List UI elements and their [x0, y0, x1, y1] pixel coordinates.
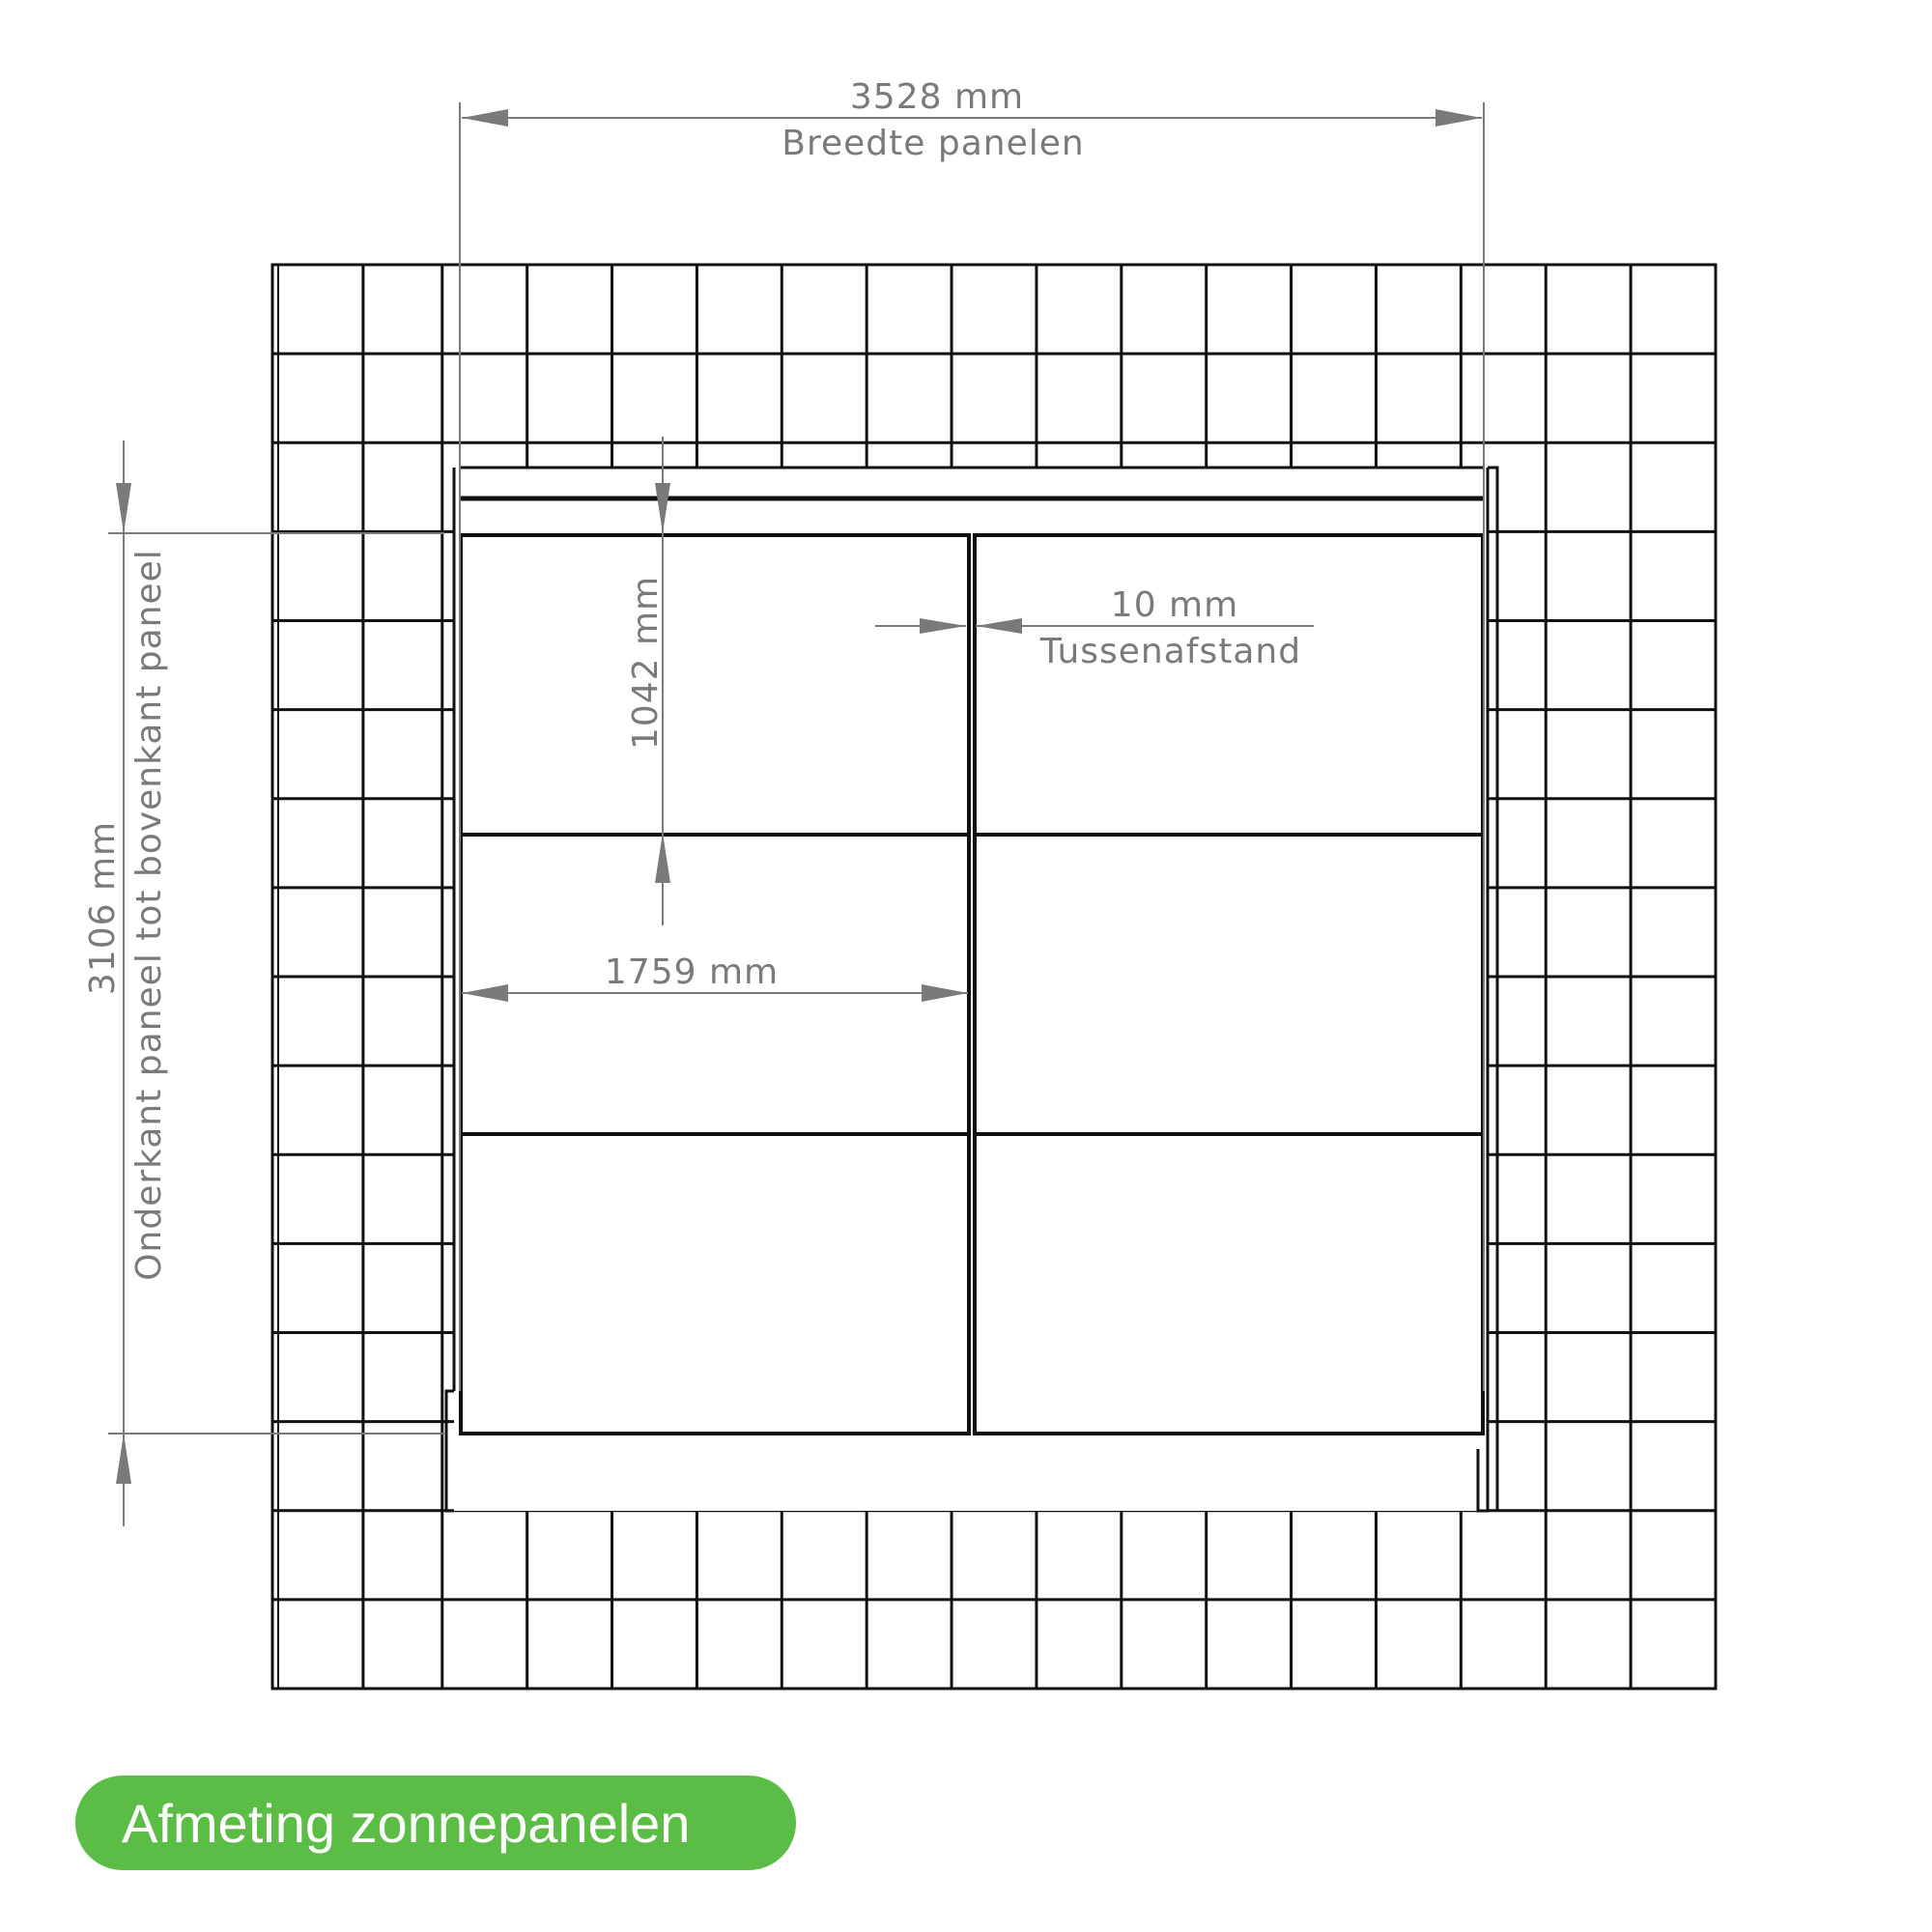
total-height-label: Onderkant paneel tot bovenkant paneel	[129, 549, 169, 1281]
total-width-value: 3528 mm	[849, 77, 1025, 117]
gap-value: 10 mm	[1110, 585, 1239, 625]
arrow-height-bottom	[116, 1434, 131, 1484]
panel-width-value: 1759 mm	[604, 952, 780, 992]
total-height-value: 3106 mm	[83, 820, 123, 996]
solar-panel	[975, 835, 1483, 1134]
solar-panel	[975, 535, 1483, 835]
solar-panel	[461, 1134, 969, 1434]
solar-panel	[461, 535, 969, 835]
caption-badge	[75, 1776, 796, 1870]
gap-label: Tussenafstand	[1039, 632, 1302, 671]
total-width-label: Breedte panelen	[781, 124, 1085, 163]
arrow-height-top	[116, 483, 131, 533]
panel-height-value: 1042 mm	[626, 575, 666, 751]
solar-panel	[975, 1134, 1483, 1434]
caption-text: Afmeting zonnepanelen	[122, 1792, 691, 1854]
